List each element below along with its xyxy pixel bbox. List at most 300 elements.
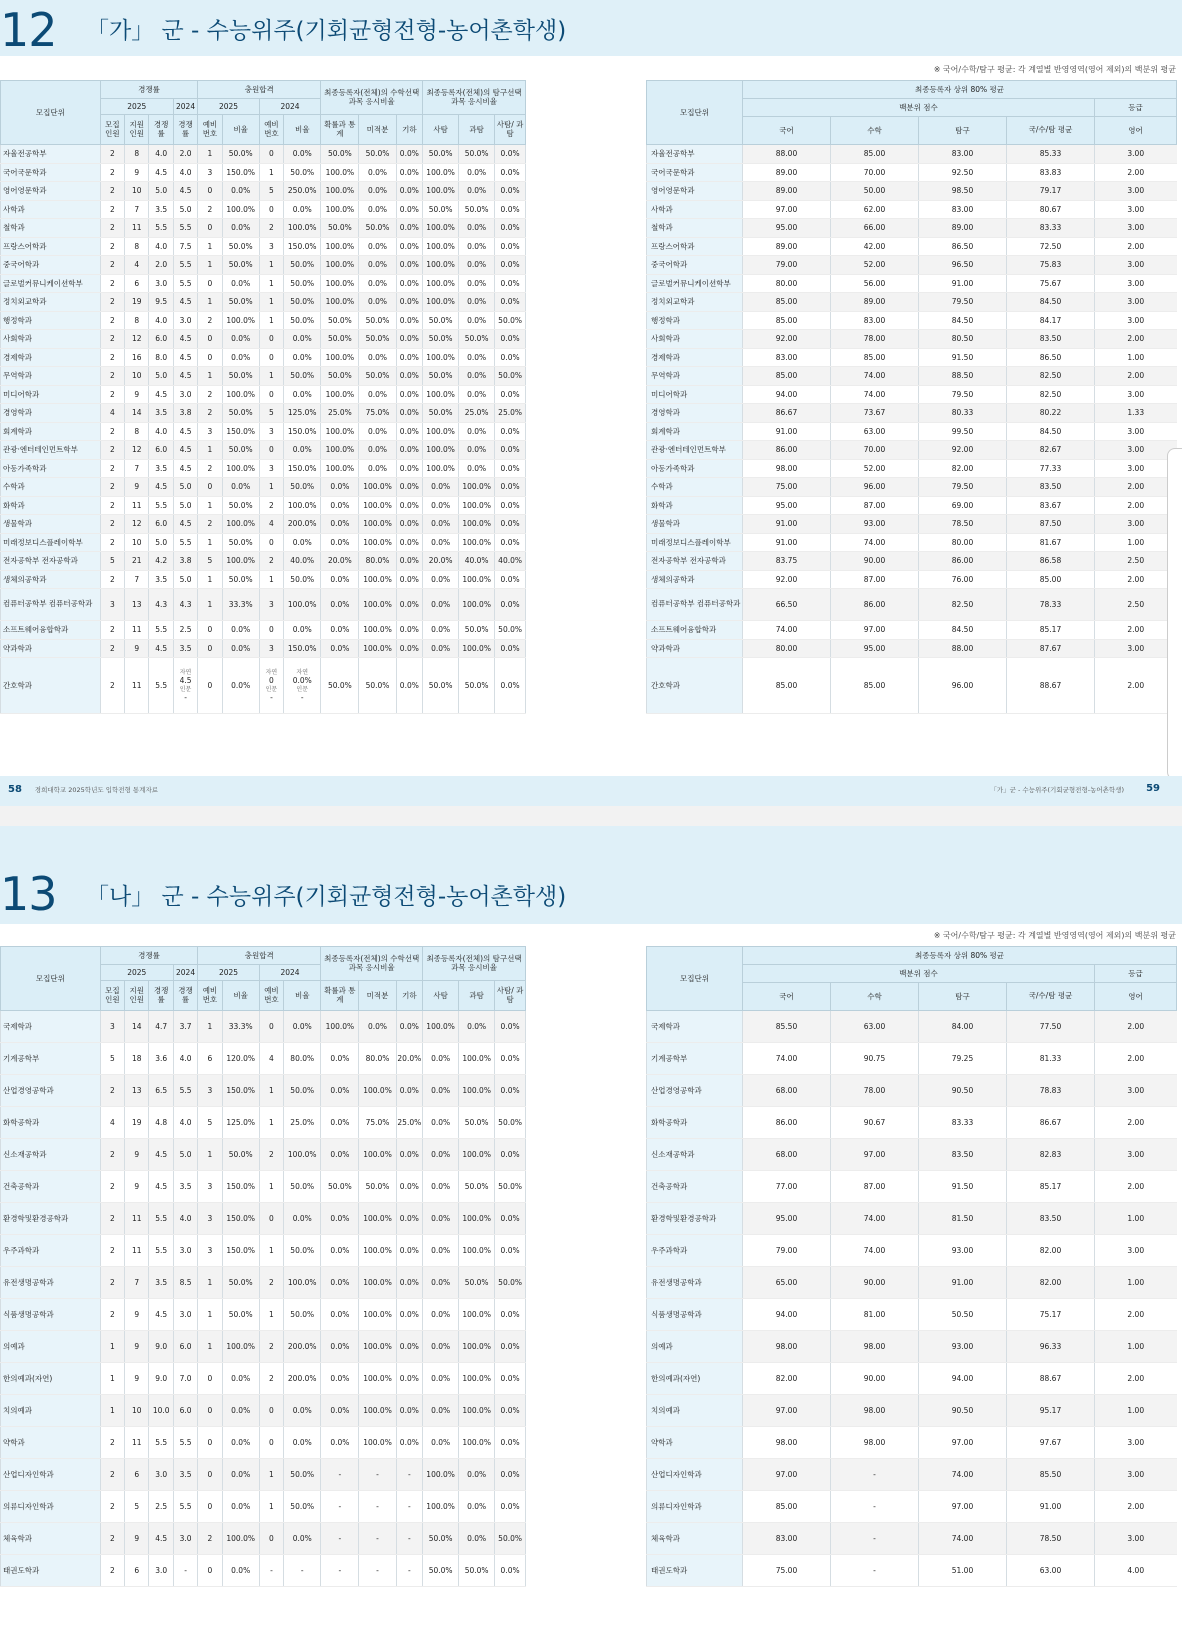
cell-value: 89.00	[743, 163, 831, 182]
unit-name: 자율전공학부	[1, 145, 101, 164]
header-average: 국/수/탐 평균	[1007, 117, 1095, 145]
cell-value: 4.5	[173, 330, 197, 349]
cell-value: 4.5	[173, 367, 197, 386]
cell-value: 83.67	[1007, 496, 1095, 515]
unit-name: 의예과	[1, 1331, 101, 1363]
cell-value: 100.0%	[284, 496, 321, 515]
cell-value: 100.0%	[359, 478, 396, 497]
cell-value: 75.17	[1007, 1299, 1095, 1331]
cell-value: 100.0%	[284, 589, 321, 621]
cell-value: 50.0%	[321, 367, 359, 386]
cell-value: 83.50	[1007, 1203, 1095, 1235]
header-2025: 2025	[100, 99, 173, 115]
cell-value: 2.00	[1095, 1107, 1177, 1139]
unit-name: 국어국문학과	[647, 163, 743, 182]
cell-value: 100.0%	[222, 552, 259, 571]
cell-value: 100.0%	[359, 1395, 396, 1427]
cell-value: 2	[100, 385, 124, 404]
cell-value: 92.00	[743, 570, 831, 589]
cell-value: 0.0%	[495, 1363, 526, 1395]
cell-value: 0	[198, 1363, 222, 1395]
cell-value: 42.00	[831, 237, 919, 256]
cell-value: 78.50	[1007, 1523, 1095, 1555]
cell-value: 3.0	[149, 1459, 173, 1491]
cell-value: 0.0%	[459, 348, 495, 367]
unit-name: 생물학과	[1, 515, 101, 534]
table-row	[1, 1267, 526, 1299]
unit-name: 정치외교학과	[1, 293, 101, 312]
cell-value: 50.0%	[359, 367, 396, 386]
cell-value: 100.0%	[359, 639, 396, 658]
cell-value: 85.00	[743, 1491, 831, 1523]
cell-value: 97.00	[743, 200, 831, 219]
cell-value: 0.0%	[222, 1459, 259, 1491]
cell-value: 0.0%	[321, 1107, 359, 1139]
cell-value: 0.0%	[423, 570, 459, 589]
cell-value: 0.0%	[459, 1011, 495, 1043]
cell-value: 93.00	[831, 515, 919, 534]
cell-value: 3.5	[149, 570, 173, 589]
cell-value: 1	[259, 293, 283, 312]
table-row	[1, 621, 526, 640]
cell-value: 98.00	[831, 1331, 919, 1363]
table-row	[647, 515, 1177, 534]
cell-value: 1	[100, 1363, 124, 1395]
cell-value: 0	[198, 219, 222, 238]
page-footer	[0, 776, 1182, 806]
cell-value: 3.00	[1095, 1523, 1177, 1555]
cell-value: 50.0%	[495, 621, 526, 640]
table-row	[647, 330, 1177, 349]
table-row	[647, 658, 1177, 714]
cell-value: 1	[198, 256, 222, 275]
cell-value: 90.67	[831, 1107, 919, 1139]
cell-value: 2	[259, 552, 283, 571]
table-row	[647, 1043, 1177, 1075]
cell-value: 50.0%	[321, 658, 359, 714]
table-row	[647, 552, 1177, 571]
cell-value: 4.3	[173, 589, 197, 621]
cell-value: 1	[259, 367, 283, 386]
score-table-na	[646, 946, 1177, 1587]
cell-value: 0	[259, 145, 283, 164]
cell-value: 5.5	[173, 274, 197, 293]
cell-value: 50.0%	[495, 367, 526, 386]
cell-value: 11	[125, 1235, 149, 1267]
unit-name: 환경학및환경공학과	[647, 1203, 743, 1235]
cell-value: 100.0%	[459, 1363, 495, 1395]
cell-value: 77.00	[743, 1171, 831, 1203]
cell-value: 1	[259, 1171, 283, 1203]
header-additional: 충원합격	[198, 81, 321, 99]
cell-value: 150.0%	[222, 422, 259, 441]
cell-value: 0.0%	[423, 1107, 459, 1139]
table-row	[1, 237, 526, 256]
cell-value: -	[831, 1491, 919, 1523]
cell-value: 2.00	[1095, 478, 1177, 497]
cell-value: 19	[125, 1107, 149, 1139]
cell-value: 95.00	[831, 639, 919, 658]
cell-value: 84.50	[919, 621, 1007, 640]
table-row	[1, 1075, 526, 1107]
cell-value: 97.00	[919, 1427, 1007, 1459]
cell-value: 2.50	[1095, 552, 1177, 571]
cell-value: 5.5	[173, 219, 197, 238]
cell-value: 20.0%	[321, 552, 359, 571]
cell-value: 40.0%	[284, 552, 321, 571]
table-row	[647, 1555, 1177, 1587]
cell-value: 62.00	[831, 200, 919, 219]
unit-name: 생물학과	[647, 515, 743, 534]
cell-value: 74.00	[919, 1523, 1007, 1555]
cell-value: 84.17	[1007, 311, 1095, 330]
cell-value: 50.00	[831, 182, 919, 201]
table-row	[1, 1523, 526, 1555]
split-label: 자연	[179, 668, 192, 676]
table-row	[647, 219, 1177, 238]
cell-value: 75.67	[1007, 274, 1095, 293]
cell-value: 2	[100, 219, 124, 238]
cell-value: 50.0%	[459, 658, 495, 714]
table-row	[647, 1459, 1177, 1491]
page-edge-tab[interactable]	[1167, 448, 1182, 780]
cell-value: 0.0%	[396, 570, 423, 589]
cell-value: 40.0%	[459, 552, 495, 571]
cell-value: 0	[198, 1395, 222, 1427]
table-row	[1, 200, 526, 219]
cell-value: 100.0%	[222, 515, 259, 534]
cell-value: 0.0%	[495, 256, 526, 275]
cell-value: 0	[259, 200, 283, 219]
cell-value: 79.50	[919, 293, 1007, 312]
cell-value: 4.5	[173, 293, 197, 312]
cell-value: 4.5	[149, 639, 173, 658]
cell-value: 91.50	[919, 1171, 1007, 1203]
cell-value: 97.00	[743, 1459, 831, 1491]
cell-value: 80.22	[1007, 404, 1095, 423]
table-row	[1, 145, 526, 164]
cell-value: 100.0%	[321, 459, 359, 478]
unit-name: 아동가족학과	[1, 459, 101, 478]
cell-value: 0	[259, 1395, 283, 1427]
unit-name: 기계공학부	[647, 1043, 743, 1075]
cell-value: 1	[198, 293, 222, 312]
cell-value: 3.00	[1095, 515, 1177, 534]
cell-value: -	[831, 1459, 919, 1491]
cell-value: -	[396, 1523, 423, 1555]
cell-value: 0.0%	[396, 163, 423, 182]
cell-value: 5.0	[173, 478, 197, 497]
cell-value: 0.0%	[423, 1235, 459, 1267]
cell-value: 3	[259, 422, 283, 441]
cell-value: -	[396, 1459, 423, 1491]
cell-value: 98.00	[743, 459, 831, 478]
cell-value: 2	[100, 145, 124, 164]
cell-value: 87.00	[831, 1171, 919, 1203]
cell-value: 100.0%	[359, 533, 396, 552]
header-col: 사탐	[423, 981, 459, 1011]
unit-name: 기계공학부	[1, 1043, 101, 1075]
cell-value: 9	[125, 1171, 149, 1203]
cell-value: 85.00	[831, 348, 919, 367]
unit-name: 수학과	[1, 478, 101, 497]
unit-name: 영어영문학과	[647, 182, 743, 201]
cell-value: 84.50	[1007, 422, 1095, 441]
cell-value: 0.0%	[459, 459, 495, 478]
cell-value: 0.0%	[495, 1075, 526, 1107]
cell-value: 50.0%	[222, 1299, 259, 1331]
cell-value: 100.0%	[423, 274, 459, 293]
cell-value: 2	[100, 459, 124, 478]
header-col: 사탐/ 과탐	[495, 115, 526, 145]
cell-value: 100.0%	[222, 385, 259, 404]
table-row	[647, 533, 1177, 552]
cell-value: 0.0%	[321, 1139, 359, 1171]
cell-value: 100.0%	[321, 1011, 359, 1043]
cell-value: 2	[259, 1363, 283, 1395]
cell-value: 83.50	[919, 1139, 1007, 1171]
cell-value: 1	[100, 1331, 124, 1363]
cell-value: 4.5	[149, 163, 173, 182]
cell-value: 68.00	[743, 1139, 831, 1171]
cell-value: 3	[100, 1011, 124, 1043]
cell-value: 3.00	[1095, 639, 1177, 658]
header-unit: 모집단위	[1, 947, 101, 1011]
cell-value: 50.0%	[284, 274, 321, 293]
cell-value: 87.67	[1007, 639, 1095, 658]
table-row	[647, 422, 1177, 441]
cell-value: 9	[125, 1523, 149, 1555]
cell-value: 50.0%	[459, 200, 495, 219]
table-row	[1, 478, 526, 497]
cell-value: 18	[125, 1043, 149, 1075]
unit-name: 미디어학과	[1, 385, 101, 404]
cell-value: 100.0%	[459, 1043, 495, 1075]
cell-value: 86.00	[919, 552, 1007, 571]
cell-value: 2.00	[1095, 330, 1177, 349]
cell-value: -	[173, 1555, 197, 1587]
cell-value: 5.5	[173, 256, 197, 275]
cell-value: 3.00	[1095, 441, 1177, 460]
cell-value: 80.0%	[359, 552, 396, 571]
cell-value: 50.0%	[459, 330, 495, 349]
cell-value: 3.00	[1095, 256, 1177, 275]
cell-value: 3.7	[173, 1011, 197, 1043]
page-number-right: 59	[1146, 783, 1160, 794]
cell-value: 0.0%	[321, 1395, 359, 1427]
table-row	[647, 1075, 1177, 1107]
unit-name: 생체의공학과	[647, 570, 743, 589]
cell-value: 0	[259, 348, 283, 367]
header-2024: 2024	[173, 99, 197, 115]
table-row	[1, 589, 526, 621]
cell-value: 80.00	[919, 533, 1007, 552]
cell-value: 100.0%	[423, 163, 459, 182]
cell-value: 100.0%	[459, 1331, 495, 1363]
cell-value: 6	[198, 1043, 222, 1075]
header-2024: 2024	[259, 99, 321, 115]
cell-value: 9	[125, 1331, 149, 1363]
table-row	[1, 182, 526, 201]
cell-value: 74.00	[831, 385, 919, 404]
cell-value: 100.0%	[459, 1203, 495, 1235]
header-2024: 2024	[173, 965, 197, 981]
table-row	[647, 385, 1177, 404]
cell-value: 3.5	[173, 1459, 197, 1491]
cell-value: -	[321, 1523, 359, 1555]
cell-value: 100.0%	[359, 1267, 396, 1299]
unit-name: 중국어학과	[647, 256, 743, 275]
cell-value: 87.00	[831, 496, 919, 515]
cell-value: 0.0%	[284, 1203, 321, 1235]
cell-value: 0.0%	[495, 441, 526, 460]
cell-value: 0	[259, 621, 283, 640]
cell-value: 0.0%	[222, 1395, 259, 1427]
cell-value: 0	[259, 1203, 283, 1235]
cell-value: 3	[198, 163, 222, 182]
cell-value: 50.0%	[359, 1171, 396, 1203]
cell-value: 50.0%	[495, 1107, 526, 1139]
header-col: 비율	[284, 981, 321, 1011]
cell-value: 7	[125, 200, 149, 219]
unit-name: 행정학과	[647, 311, 743, 330]
table-row	[1, 367, 526, 386]
cell-value: 82.50	[1007, 385, 1095, 404]
table-row	[647, 182, 1177, 201]
cell-value: 100.0%	[222, 311, 259, 330]
table-row	[1, 441, 526, 460]
split-label: 인문	[296, 685, 309, 693]
cell-value: 0.0%	[396, 330, 423, 349]
header-math: 수학	[831, 117, 919, 145]
cell-value: 0.0%	[396, 1427, 423, 1459]
cell-value: 0.0%	[359, 274, 396, 293]
cell-value: 0.0%	[321, 1043, 359, 1075]
table-row	[647, 404, 1177, 423]
cell-value: 96.00	[919, 658, 1007, 714]
cell-value: 0.0%	[396, 1331, 423, 1363]
cell-value: 78.00	[831, 330, 919, 349]
cell-value: 0.0%	[396, 552, 423, 571]
cell-value: 1	[259, 1299, 283, 1331]
table-row	[647, 293, 1177, 312]
table-row	[1, 1011, 526, 1043]
cell-value: 7	[125, 459, 149, 478]
unit-name: 사학과	[647, 200, 743, 219]
cell-value: 0.0%	[423, 515, 459, 534]
cell-value: 150.0%	[222, 1203, 259, 1235]
unit-name: 약과학과	[1, 639, 101, 658]
header-col: 비율	[222, 981, 259, 1011]
table-row	[647, 1011, 1177, 1043]
cell-value: 3.0	[149, 1555, 173, 1587]
cell-value: 100.0%	[222, 1523, 259, 1555]
cell-value: 2.00	[1095, 570, 1177, 589]
cell-value: 1	[259, 1075, 283, 1107]
cell-value: 10	[125, 1395, 149, 1427]
cell-value: 52.00	[831, 459, 919, 478]
cell-value: 50.0%	[321, 145, 359, 164]
unit-name: 전자공학부 전자공학과	[1, 552, 101, 571]
cell-value: 40.0%	[495, 552, 526, 571]
cell-value: 0.0%	[423, 1331, 459, 1363]
cell-value: 0.0%	[423, 589, 459, 621]
cell-value: 63.00	[1007, 1555, 1095, 1587]
cell-value: 0.0%	[396, 1203, 423, 1235]
cell-value: 0.0%	[459, 1491, 495, 1523]
cell-value: 0.0%	[459, 237, 495, 256]
cell-value: 81.67	[1007, 533, 1095, 552]
cell-value: 2	[100, 1075, 124, 1107]
cell-value: 2	[259, 496, 283, 515]
cell-value: 6	[125, 1555, 149, 1587]
cell-value: 4.0	[149, 311, 173, 330]
header-math: 수학	[831, 983, 919, 1011]
cell-value: 2	[100, 256, 124, 275]
cell-value: 95.00	[743, 1203, 831, 1235]
header-col: 비율	[284, 115, 321, 145]
cell-value: 5.0	[173, 570, 197, 589]
cell-value: 83.00	[743, 348, 831, 367]
section-title: 「가」 군 - 수능위주(기회균형전형-농어촌학생)	[86, 18, 567, 44]
cell-value: 14	[125, 404, 149, 423]
header-competition: 경쟁률	[100, 947, 198, 965]
table-row	[647, 1427, 1177, 1459]
cell-value: 4.0	[173, 1107, 197, 1139]
cell-value: 6.0	[149, 441, 173, 460]
table-row	[1, 658, 526, 714]
table-row	[1, 293, 526, 312]
cell-value: 0.0%	[222, 658, 259, 714]
cell-value: 12	[125, 330, 149, 349]
table-row	[647, 1299, 1177, 1331]
cell-value: 1	[198, 1139, 222, 1171]
cell-value: 99.50	[919, 422, 1007, 441]
cell-value: 6.0	[173, 1331, 197, 1363]
table-row	[647, 1491, 1177, 1523]
cell-value: 50.0%	[359, 658, 396, 714]
cell-value: 100.0%	[459, 496, 495, 515]
header-2025: 2025	[198, 99, 260, 115]
cell-value: 2.00	[1095, 1491, 1177, 1523]
split-cell	[284, 658, 321, 714]
table-row	[1, 1107, 526, 1139]
cell-value: 0.0%	[396, 385, 423, 404]
header-additional: 충원합격	[198, 947, 321, 965]
header-percentile: 백분위 점수	[743, 99, 1095, 117]
cell-value: -	[831, 1523, 919, 1555]
table-row	[647, 1267, 1177, 1299]
cell-value: 5.5	[149, 621, 173, 640]
table-row	[1, 1555, 526, 1587]
cell-value: 78.00	[831, 1075, 919, 1107]
table-row	[1, 639, 526, 658]
cell-value: 0.0%	[396, 1011, 423, 1043]
cell-value: 5.0	[149, 533, 173, 552]
unit-name: 화학공학과	[1, 1107, 101, 1139]
cell-value: 98.00	[831, 1395, 919, 1427]
cell-value: 0.0%	[396, 237, 423, 256]
cell-value: 50.0%	[284, 1235, 321, 1267]
cell-value: 2	[100, 1491, 124, 1523]
cell-value: 25.0%	[396, 1107, 423, 1139]
cell-value: 2.00	[1095, 621, 1177, 640]
cell-value: 2	[198, 459, 222, 478]
cell-value: 3.0	[173, 1299, 197, 1331]
cell-value: 91.00	[1007, 1491, 1095, 1523]
cell-value: 3.5	[149, 1267, 173, 1299]
cell-value: 14	[125, 1011, 149, 1043]
